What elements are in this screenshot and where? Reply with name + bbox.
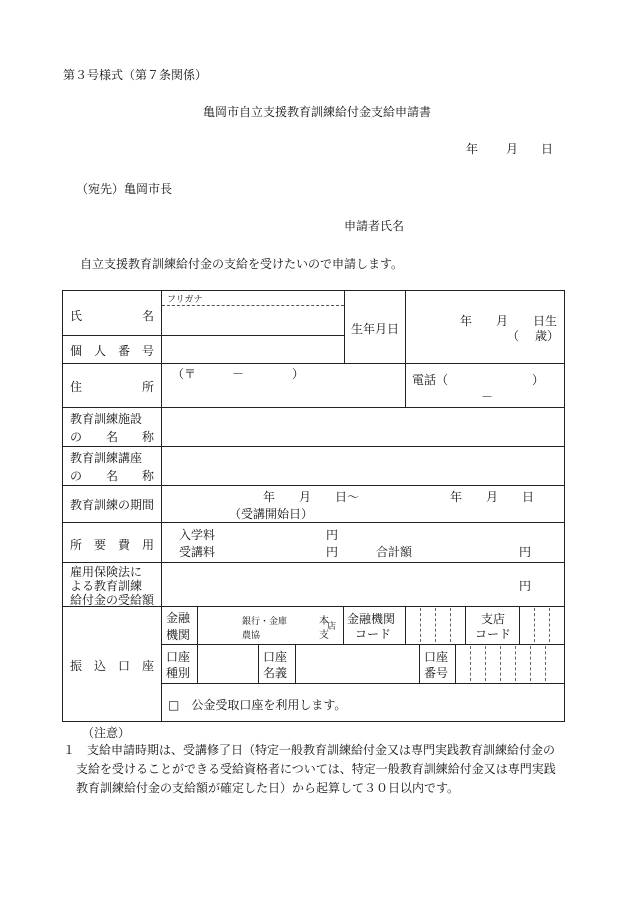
- account-number-label-l2: 番号: [424, 666, 449, 680]
- shop-label: 店: [327, 622, 337, 632]
- date-month-label: 月: [506, 142, 519, 156]
- insurance-label-line2: よる教育訓練: [70, 579, 143, 593]
- transfer-account-label: 振 込 口 座: [70, 659, 154, 673]
- branch-code-label-l1: 支店: [481, 612, 506, 626]
- birth-year-label: 年: [460, 314, 473, 328]
- tuition-fee-yen: 円: [326, 545, 339, 559]
- age-close: 歳）: [535, 329, 560, 343]
- course-label-line2: の 名 称: [70, 469, 154, 483]
- personal-number-field[interactable]: [163, 337, 343, 362]
- form-number: 第３号様式（第７条関係）: [63, 68, 208, 82]
- birth-date-label: 生年月日: [351, 322, 400, 336]
- tuition-fee-label: 受講料: [179, 545, 216, 559]
- total-yen: 円: [519, 545, 532, 559]
- account-name-field[interactable]: [297, 646, 417, 681]
- birth-date-field[interactable]: [407, 292, 562, 362]
- facility-name-field[interactable]: [163, 409, 563, 445]
- notes-heading: （注意）: [82, 726, 131, 740]
- admission-fee-label: 入学料: [179, 528, 216, 542]
- total-label: 合計額: [376, 545, 413, 559]
- account-number-label-l1: 口座: [424, 650, 449, 664]
- form-title: 亀岡市自立支援教育訓練給付金支給申請書: [203, 105, 432, 119]
- insurance-label-line1: 雇用保険法に: [70, 565, 143, 579]
- applicant-name-field[interactable]: [163, 307, 343, 334]
- insurance-amount-field[interactable]: [163, 564, 513, 604]
- furigana-label: フリガナ: [167, 295, 203, 305]
- institution-code-label-l1: 金融機関: [347, 612, 396, 626]
- phone-dash: －: [481, 390, 494, 404]
- date-day-label: 日: [541, 142, 554, 156]
- account-name-label-l1: 口座: [263, 650, 288, 664]
- institution-code-field[interactable]: [407, 608, 463, 642]
- bank-name-field[interactable]: [199, 608, 341, 642]
- public-account-checkbox[interactable]: □ 公金受取口座を利用します。: [168, 698, 347, 712]
- account-type-label-l1: 口座: [166, 650, 191, 664]
- name-label: 氏 名: [70, 309, 154, 323]
- account-name-label-l2: 名義: [263, 666, 288, 680]
- branch-label: 支: [319, 630, 329, 641]
- facility-label-line2: の 名 称: [70, 430, 154, 444]
- institution-label-l2: 機関: [166, 628, 191, 642]
- account-type-label-l2: 種別: [166, 666, 191, 680]
- institution-code-label-l2: コード: [355, 627, 392, 641]
- admission-fee-yen: 円: [326, 528, 339, 542]
- account-number-field[interactable]: [457, 646, 563, 681]
- addressee: （宛先）亀岡市長: [76, 182, 173, 196]
- postal-code: （〒 － ）: [172, 367, 305, 381]
- period-start-note: （受講開始日）: [229, 507, 314, 521]
- facility-label-line1: 教育訓練施設: [70, 412, 143, 426]
- birth-day-label: 日生: [533, 314, 558, 328]
- course-name-field[interactable]: [163, 448, 563, 484]
- period-label: 教育訓練の期間: [70, 498, 155, 512]
- note-item1-line2: 支給を受けることができる受給資格者については、特定一般教育訓練給付金又は専門実践: [76, 762, 556, 776]
- personal-number-label: 個 人 番 号: [70, 344, 154, 358]
- applicant-name-label: 申請者氏名: [344, 219, 405, 233]
- bank-type-label: 銀行・金庫: [242, 617, 288, 627]
- date-year-label: 年: [466, 142, 479, 156]
- note-item1-line1: １ 支給申請時期は、受講修了日（特定一般教育訓練給付金又は専門実践教育訓練給付金の: [63, 743, 556, 757]
- institution-label-l1: 金融: [166, 611, 191, 625]
- account-type-field[interactable]: [199, 646, 256, 681]
- address-label: 住 所: [70, 380, 154, 394]
- age-open: （: [507, 329, 520, 343]
- phone-label: 電話（ ）: [412, 373, 545, 387]
- period-start: 年 月 日～: [263, 490, 360, 504]
- branch-code-label-l2: コード: [475, 627, 512, 641]
- address-field[interactable]: [163, 380, 403, 405]
- cost-label: 所 要 費 用: [70, 538, 154, 552]
- intro-text: 自立支援教育訓練給付金の支給を受けたいので申請します。: [80, 257, 404, 271]
- insurance-yen: 円: [519, 579, 532, 593]
- course-label-line1: 教育訓練講座: [70, 451, 143, 465]
- main-office-label: 本: [319, 616, 329, 627]
- note-item1-line3: 教育訓練給付金の支給額が確定した日）から起算して３０日以内です。: [76, 781, 460, 795]
- insurance-label-line3: 給付金の受給額: [70, 593, 155, 607]
- birth-month-label: 月: [496, 314, 509, 328]
- branch-code-field[interactable]: [521, 608, 563, 642]
- bank-type2-label: 農協: [242, 631, 261, 641]
- period-end: 年 月 日: [450, 490, 535, 504]
